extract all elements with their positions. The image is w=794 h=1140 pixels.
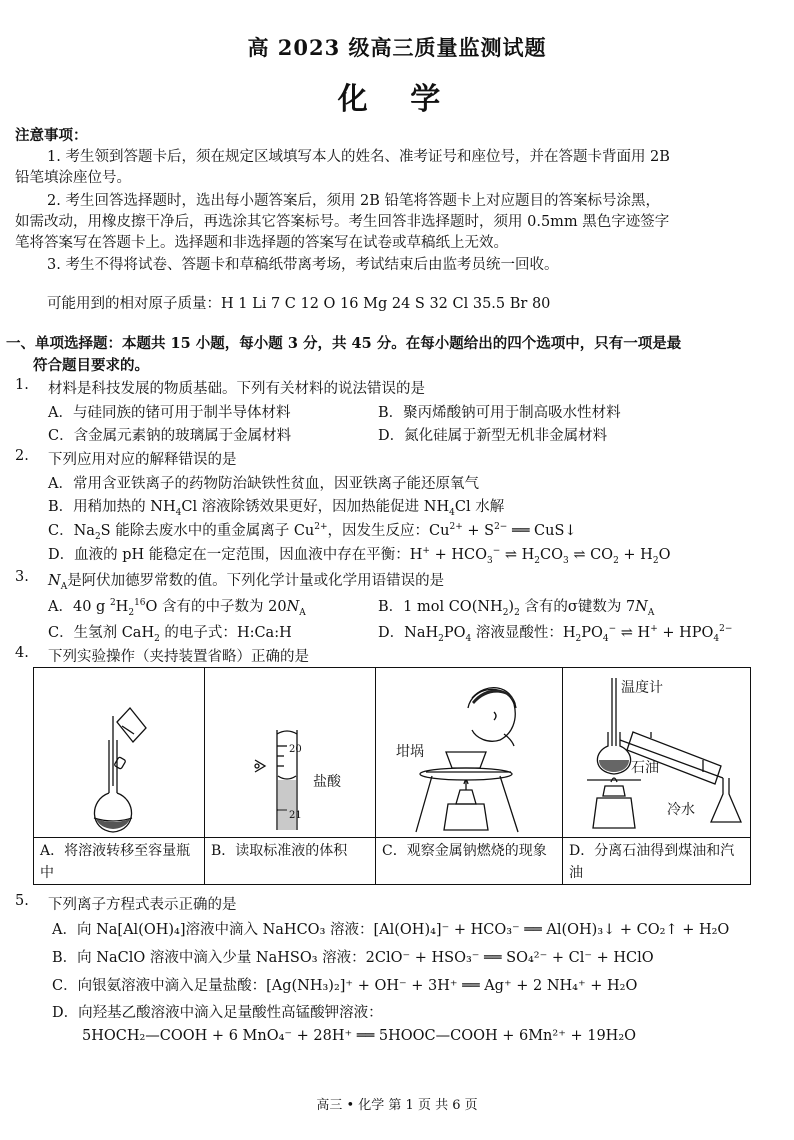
burette-mark-20: 20 xyxy=(289,744,302,755)
experiment-cell-d xyxy=(563,668,750,884)
q3-option-c: C．生氢剂 CaH$_2$ 的电子式：H:Ca:H xyxy=(48,625,292,644)
atomic-mass-line: 可能用到的相对原子质量：H 1 Li 7 C 12 O 16 Mg 24 S 32 Cl 35.5 Br 80 xyxy=(47,296,551,312)
section-heading-cont: 符合题目要求的。 xyxy=(33,357,149,374)
experiment-figure-table xyxy=(33,667,751,885)
notice-heading: 注意事项： xyxy=(15,127,88,144)
distillation-diagram xyxy=(563,668,750,837)
question-2-stem: 下列应用对应的解释错误的是 xyxy=(48,452,237,468)
notice-item-2-cont: 如需改动，用橡皮擦干净后，再选涂其它答案标号。考生回答非选择题时，须用 0.5mm 黑色字迹签字 xyxy=(15,214,670,230)
label-cold-water: 冷水 xyxy=(667,802,695,818)
q1-option-b: B．聚丙烯酸钠可用于制高吸水性材料 xyxy=(378,405,621,421)
question-number: 5. xyxy=(15,893,29,909)
notice-item-1: 1. 考生领到答题卡后，须在规定区域填写本人的姓名、准考证号和座位号，并在答题卡背面用 2B xyxy=(47,149,670,165)
label-thermometer: 温度计 xyxy=(621,680,663,696)
question-1-stem: 材料是科技发展的物质基础。下列有关材料的说法错误的是 xyxy=(48,381,425,397)
experiment-cell-a xyxy=(34,668,205,884)
q2-option-b: B．用稍加热的 $NH_4Cl$ 溶液除锈效果更好，因加热能促进 $NH_4Cl$ 水解 xyxy=(48,499,505,518)
q5-option-c: C．向银氨溶液中滴入足量盐酸：[Ag(NH₃)₂]⁺ + OH⁻ + 3H⁺ ══ Ag⁺ + 2 NH₄⁺ + H₂O xyxy=(52,978,638,994)
question-number: 2. xyxy=(15,448,29,464)
experiment-cell-b xyxy=(205,668,376,884)
volumetric-flask-diagram xyxy=(34,668,205,837)
caption-c: C．观察金属钠燃烧的现象 xyxy=(382,843,547,859)
label-petroleum: 石油 xyxy=(631,760,659,776)
q5-option-b: B．向 NaClO 溶液中滴入少量 NaHSO₃ 溶液：2ClO⁻ + HSO₃⁻ ══ SO₄²⁻ + Cl⁻ + HClO xyxy=(52,950,654,966)
question-number: 3. xyxy=(15,569,29,585)
q2-option-c: C．$Na_2S$ 能除去废水中的重金属离子 $Cu^{2+}$，因发生反应：$Cu^{2+} + S^{2-}$ ══ CuS↓ xyxy=(48,522,577,542)
subject-title: 化 学 xyxy=(337,82,457,117)
q5-option-d: D．向羟基乙酸溶液中滴入足量酸性高锰酸钾溶液： xyxy=(52,1005,383,1021)
q2-option-a: A．常用含亚铁离子的药物防治缺铁性贫血，因亚铁离子能还原氧气 xyxy=(48,476,479,492)
question-number: 4. xyxy=(15,645,29,661)
section-heading: 一、单项选择题：本题共 15 小题，每小题 3 分，共 45 分。在每小题给出的四个选项中，只有一项是最 xyxy=(6,335,682,352)
sodium-burning-diagram xyxy=(376,668,563,837)
q3-option-b: B．1 mol $CO(NH_2)_2$ 含有的σ键数为 $7N_A$ xyxy=(378,599,655,618)
label-hydrochloric-acid: 盐酸 xyxy=(313,774,341,790)
q2-option-d: D．血液的 pH 能稳定在一定范围，因血液中存在平衡：$H^+ + HCO_3^-$ ⇌ $H_2CO_3$ ⇌ $CO_2 + H_2O$ xyxy=(48,546,671,566)
experiment-cell-c xyxy=(376,668,563,884)
q3-option-a: A．40 g $^2H_2^{16}O$ 含有的中子数为 $20N_A$ xyxy=(48,598,306,618)
notice-item-2-cont2: 笔将答案写在答题卡上。选择题和非选择题的答案写在试卷或草稿纸上无效。 xyxy=(15,235,508,251)
notice-item-2: 2. 考生回答选择题时，选出每小题答案后，须用 2B 铅笔将答题卡上对应题目的答案标号涂黑， xyxy=(47,193,661,209)
caption-d: D．分离石油得到煤油和汽油 xyxy=(569,843,735,881)
q5-option-d-equation: 5HOCH₂—COOH + 6 MnO₄⁻ + 28H⁺ ══ 5HOOC—COOH + 6Mn²⁺ + 19H₂O xyxy=(82,1028,637,1044)
label-crucible: 坩埚 xyxy=(396,744,424,760)
burette-diagram xyxy=(205,668,376,837)
question-4-stem: 下列实验操作（夹持装置省略）正确的是 xyxy=(48,649,309,665)
question-5-stem: 下列离子方程式表示正确的是 xyxy=(48,897,237,913)
notice-item-1-cont: 铅笔填涂座位号。 xyxy=(15,170,131,186)
question-3-stem: $N_A$是阿伏加德罗常数的值。下列化学计量或化学用语错误的是 xyxy=(48,573,445,592)
notice-item-3: 3. 考生不得将试卷、答题卡和草稿纸带离考场，考试结束后由监考员统一回收。 xyxy=(47,257,559,273)
q1-option-a: A．与硅同族的锗可用于制半导体材料 xyxy=(48,405,291,421)
page-footer: 高三 • 化学 第 1 页 共 6 页 xyxy=(316,1098,478,1113)
q5-option-a: A．向 Na[Al(OH)₄]溶液中滴入 NaHCO₃ 溶液：[Al(OH)₄]⁻ + HCO₃⁻ ══ Al(OH)₃↓ + CO₂↑ + H₂O xyxy=(52,922,730,938)
q1-option-c: C．含金属元素钠的玻璃属于金属材料 xyxy=(48,428,292,444)
exam-title: 高 2023 级高三质量监测试题 xyxy=(247,35,547,60)
q1-option-d: D．氮化硅属于新型无机非金属材料 xyxy=(378,428,608,444)
caption-a: A．将溶液转移至容量瓶中 xyxy=(40,843,191,881)
caption-b: B．读取标准液的体积 xyxy=(211,843,348,859)
q3-option-d: D．$NaH_2PO_4$ 溶液显酸性：$H_2PO_4^-$ ⇌ $H^+ + HPO_4^{2-}$ xyxy=(378,624,733,644)
question-number: 1. xyxy=(15,377,29,393)
burette-mark-21: 21 xyxy=(289,810,302,821)
